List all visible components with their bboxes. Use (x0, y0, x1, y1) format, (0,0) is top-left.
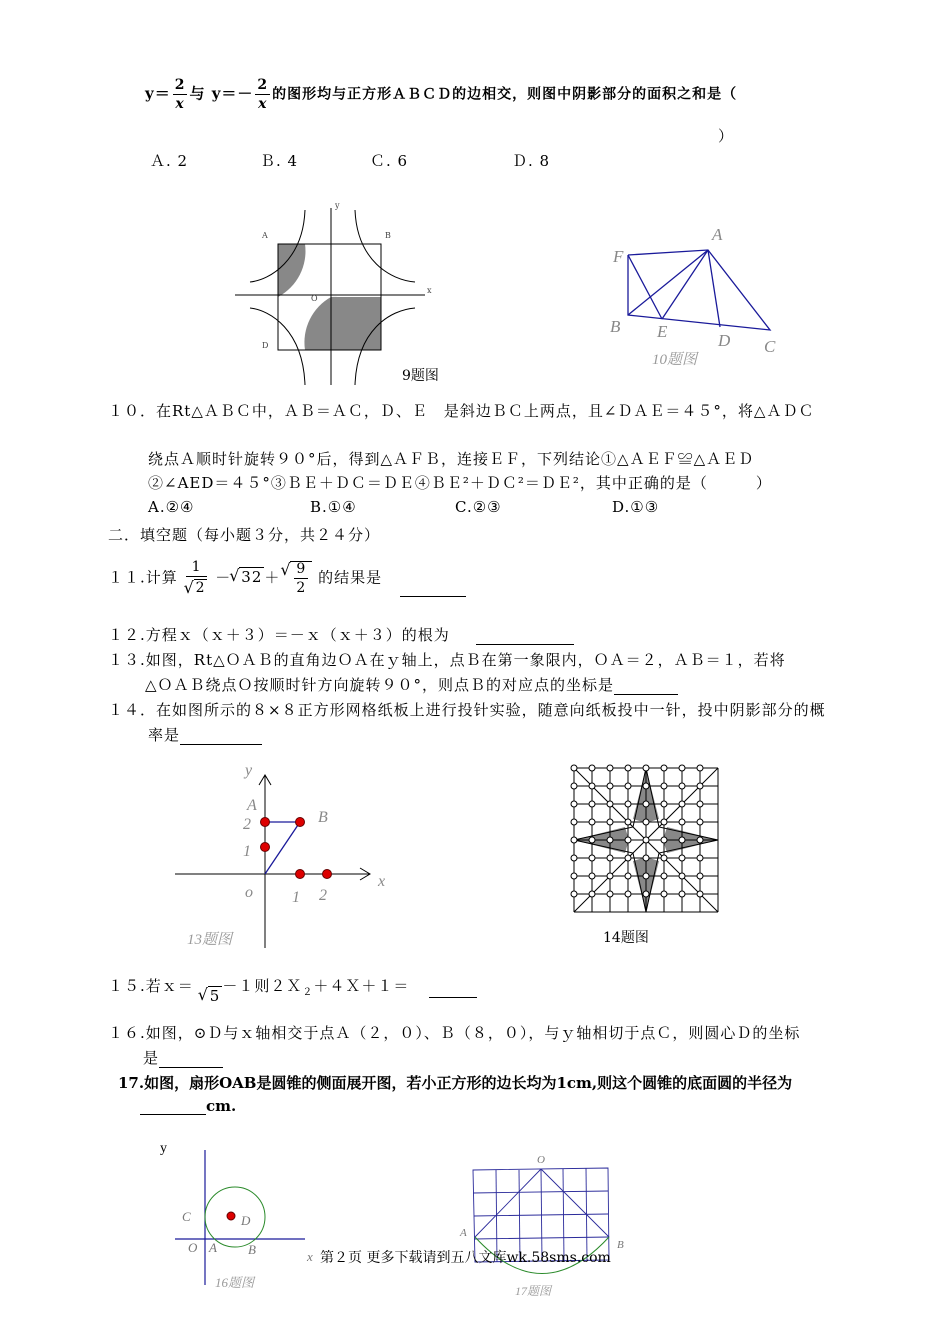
q15-sqrt: √ 5 (208, 986, 223, 1005)
q13-label-a: A (247, 797, 257, 814)
q16-line-2 (143, 1047, 223, 1068)
q10-option-a: A.②④ (148, 498, 195, 516)
q14-grid-dot (697, 855, 703, 861)
q9-num1: 2 (174, 77, 186, 93)
q14-grid-dot (607, 819, 613, 825)
q14-grid-dot (661, 891, 667, 897)
q14-grid-dot (571, 783, 577, 789)
q14-grid-dot (643, 801, 649, 807)
q14-grid-dot (697, 819, 703, 825)
q10-seg-ea (662, 250, 708, 319)
q9-statement (145, 78, 737, 111)
q14-grid-dot (607, 783, 613, 789)
q9-label-b: B (385, 231, 391, 240)
q14-grid-dot (607, 837, 613, 843)
section-2-heading: 二．填空题（每小题３分，共２４分） (108, 526, 381, 544)
q13-label-2y: 2 (243, 816, 251, 833)
q14-grid-dot (625, 801, 631, 807)
q14-grid-dot (643, 765, 649, 771)
q10-caption: 10题图 (652, 352, 698, 368)
q14-grid-dot (607, 801, 613, 807)
q13-label-x: x (378, 873, 386, 890)
q16-label-c: C (182, 1209, 191, 1224)
q17-caption: 17题图 (515, 1284, 552, 1298)
q11-sqrt-frac (290, 561, 312, 595)
q17-line-1: 17.如图，扇形OAB是圆锥的侧面展开图，若小正方形的边长均为1cm,则这个圆锥的底面圆的半径为 (118, 1074, 793, 1092)
q13-line-2-text: △ＯＡＢ绕点Ｏ按顺时针方向旋转９０°，则点Ｂ的对应点的坐标是 (145, 676, 615, 694)
q9-fraction-1 (173, 78, 188, 111)
q14-grid-dot (679, 891, 685, 897)
q10-seg-ba (628, 250, 708, 315)
q10-label-d: D (718, 331, 731, 350)
q14-grid-dot (661, 837, 667, 843)
q14-grid-dot (589, 891, 595, 897)
q15-sub: ２ (302, 987, 314, 998)
q17-label-b: B (617, 1239, 624, 1251)
q11-frac-1 (186, 560, 208, 597)
q16-line-2-text: 是 (143, 1049, 160, 1067)
q15-mid: －１则２Ｘ (222, 977, 303, 995)
q14-grid-dot (697, 891, 703, 897)
q14-grid-dot (571, 891, 577, 897)
q13-caption: 13题图 (187, 932, 233, 948)
q13-label-y: y (245, 762, 253, 779)
q14-grid-dot (571, 801, 577, 807)
q10-line-2: 绕点Ａ顺时针旋转９０°后，得到△ＡＦＢ，连接ＥＦ，下列结论①△ＡＥＦ≌△ＡＥＤ (148, 450, 755, 468)
q11-answer-blank[interactable] (400, 582, 466, 597)
q9-option-c: Ｃ. 6 (370, 152, 409, 170)
q14-grid-dot (571, 765, 577, 771)
q10-label-b: B (610, 317, 621, 336)
q9-den1: x (175, 96, 185, 112)
q15-prefix: １５.若ｘ＝ (108, 977, 194, 995)
q14-grid-dot (589, 855, 595, 861)
q13-label-1x: 1 (292, 889, 300, 906)
q9-den2: x (258, 96, 268, 112)
q10-outline (628, 250, 770, 330)
q14-grid-dot (661, 765, 667, 771)
q14-grid-dot (679, 837, 685, 843)
q17-label-a: A (460, 1227, 467, 1239)
q14-caption: 14题图 (603, 930, 649, 946)
q10-seg-da (708, 250, 720, 327)
q14-grid-dot (643, 819, 649, 825)
q16-label-y: y (160, 1141, 167, 1156)
q17-answer-blank[interactable] (140, 1100, 206, 1115)
q14-grid-dot (643, 891, 649, 897)
q11-plus: ＋ (264, 568, 281, 587)
q16-label-d: D (241, 1213, 251, 1228)
q11-frac1-den: √ 2 (194, 579, 208, 597)
q9-lhs: y＝ (145, 84, 171, 103)
q14-line-2-text: 率是 (148, 726, 181, 744)
q11-tail: 的结果是 (318, 568, 383, 587)
q14-grid-dot (661, 855, 667, 861)
q10-option-c: C.②③ (455, 498, 502, 516)
q9-close-paren: ） (718, 127, 735, 145)
q10-line-1: １０．在Rt△ＡＢＣ中，ＡＢ＝ＡＣ，Ｄ、Ｅ 是斜边ＢＣ上两点，且∠ＤＡＥ＝４５°，将△ＡＤＣ (108, 402, 815, 420)
q9-option-a: Ａ. 2 (150, 152, 189, 170)
q15-tail: ＋４Ｘ＋１＝ (313, 977, 410, 995)
q13-point-2x (323, 870, 332, 879)
q14-grid-dot (589, 837, 595, 843)
q9-mid: 与 y＝－ (189, 84, 254, 103)
q14-grid-dot (697, 801, 703, 807)
q12-text: １２.方程ｘ（ｘ＋３）＝－ｘ（ｘ＋３）的根为 (108, 626, 450, 644)
q14-grid-dot (661, 819, 667, 825)
q15 (108, 975, 477, 1005)
q16-label-o: O (188, 1240, 198, 1255)
q14-grid-dot (697, 873, 703, 879)
q10-seg-fe (628, 255, 662, 319)
q15-answer-blank[interactable] (429, 983, 477, 998)
q14-grid-dot (643, 873, 649, 879)
q14-line-2 (148, 724, 262, 745)
q13-answer-blank[interactable] (614, 680, 678, 695)
q11-minus: － (215, 568, 232, 587)
q10-option-b: B.①④ (310, 498, 357, 516)
q9-label-o: O (311, 294, 318, 303)
q16-answer-blank[interactable] (159, 1053, 223, 1068)
q11-frac3-den: 2 (296, 579, 307, 596)
q17-oa (475, 1169, 541, 1237)
q14-grid-dot (589, 819, 595, 825)
q16-label-b: B (248, 1242, 256, 1257)
q16-caption: 16题图 (215, 1275, 255, 1290)
q13-label-1y: 1 (243, 843, 251, 860)
q10-label-a: A (712, 225, 723, 244)
q14-grid-dot (589, 873, 595, 879)
q9-option-d: Ｄ. 8 (512, 152, 551, 170)
q14-line-1: １４．在如图所示的８×８正方形网格纸板上进行投针实验，随意向纸板投中一针，投中阴影部分的概 (108, 701, 826, 719)
q16-figure (155, 1130, 320, 1295)
q14-grid-dot (679, 765, 685, 771)
q17-line-2-text: cm. (206, 1097, 237, 1115)
q14-grid-dot (571, 819, 577, 825)
q13-line-1: １３.如图，Rt△ＯＡＢ的直角边ＯＡ在ｙ轴上，点Ｂ在第一象限内，ＯＡ＝２，ＡＢ＝１，若将 (108, 651, 786, 669)
q14-grid-dot (679, 855, 685, 861)
q14-grid-dot (607, 891, 613, 897)
q13-point-1x (296, 870, 305, 879)
q9-figure (225, 200, 435, 390)
q14-grid-dot (679, 819, 685, 825)
q14-grid-dot (625, 783, 631, 789)
q14-grid-dot (697, 765, 703, 771)
q14-grid-dot (625, 837, 631, 843)
q13-seg-ob (265, 822, 300, 874)
q14-grid-dot (661, 873, 667, 879)
q9-fraction-2 (255, 78, 270, 111)
q13-line-2 (145, 674, 678, 695)
q17-line-2 (140, 1097, 236, 1115)
q13-label-2x: 2 (319, 887, 327, 904)
q11-prefix: １１.计算 (108, 568, 178, 587)
q11-sqrt-32: √ 32 (239, 567, 264, 586)
q14-grid-dot (625, 819, 631, 825)
q14-grid-dot (625, 873, 631, 879)
q10-line-3: ②∠AED＝４５°③ＢＥ＋ＤＣ＝ＤＥ④ＢＥ²＋ＤＣ²＝ＤＥ²，其中正确的是（ ） (148, 474, 772, 492)
q14-grid-dot (643, 783, 649, 789)
q13-point-b (296, 818, 305, 827)
q13-label-b: B (318, 809, 328, 826)
q14-grid-dot (625, 765, 631, 771)
q14-grid-dot (625, 855, 631, 861)
q14-grid-dot (679, 783, 685, 789)
q16-label-x: x (307, 1249, 313, 1264)
q9-label-x: x (427, 286, 432, 295)
q14-grid-dot (571, 855, 577, 861)
q14-grid-dot (589, 801, 595, 807)
q9-caption: 9题图 (402, 368, 439, 384)
q12 (108, 624, 574, 645)
q10-label-c: C (764, 337, 776, 356)
q9-label-d: D (262, 341, 269, 350)
q14-grid-dot (625, 891, 631, 897)
q14-grid-dot (571, 837, 577, 843)
q16-line-1: １６.如图，⊙Ｄ与ｘ轴相交于点Ａ（２，０）、Ｂ（８，０），与ｙ轴相切于点Ｃ，则圆心Ｄ的坐标 (108, 1024, 801, 1042)
q14-grid-dot (589, 765, 595, 771)
q14-grid-dot (571, 873, 577, 879)
q10-option-d: D.①③ (612, 498, 660, 516)
q10-label-f: F (613, 247, 624, 266)
q14-grid-dot (697, 783, 703, 789)
q13-point-a (261, 818, 270, 827)
q13-label-o: o (245, 884, 253, 901)
q9-num2: 2 (257, 77, 269, 93)
q16-center-d (227, 1212, 235, 1220)
q14-grid-dot (607, 873, 613, 879)
q9-option-b: Ｂ. 4 (260, 152, 299, 170)
q13-point-1y (261, 843, 270, 852)
q14-grid-dot (643, 855, 649, 861)
q9-tail: 的图形均与正方形ＡＢＣＤ的边相交，则图中阴影部分的面积之和是（ (272, 86, 738, 103)
q9-label-y: y (335, 201, 340, 210)
q14-grid-dot (679, 873, 685, 879)
q9-label-a: A (262, 231, 268, 240)
q10-label-e: E (657, 322, 668, 341)
q14-grid-dot (607, 765, 613, 771)
q14-grid-dot (661, 783, 667, 789)
q14-grid-dot (697, 837, 703, 843)
q14-grid-dot (589, 783, 595, 789)
q12-answer-blank[interactable] (476, 630, 574, 645)
q11-frac1-num: 1 (186, 560, 208, 577)
q14-figure (570, 764, 722, 916)
page-footer: 第２页 更多下载请到五八文库wk.58sms.com (320, 1250, 611, 1266)
q13-figure (170, 760, 400, 955)
q16-label-a: A (209, 1240, 217, 1255)
q17-ob (541, 1169, 609, 1237)
q14-grid-dot (661, 801, 667, 807)
q11-frac3-num: √ 9 (296, 560, 307, 577)
q11 (108, 560, 466, 597)
q14-grid-dot (643, 837, 649, 843)
q17-label-o: O (537, 1154, 545, 1166)
q14-grid-dot (679, 801, 685, 807)
q17-h1 (473, 1191, 608, 1193)
q14-grid-dot (607, 855, 613, 861)
q14-answer-blank[interactable] (180, 730, 262, 745)
